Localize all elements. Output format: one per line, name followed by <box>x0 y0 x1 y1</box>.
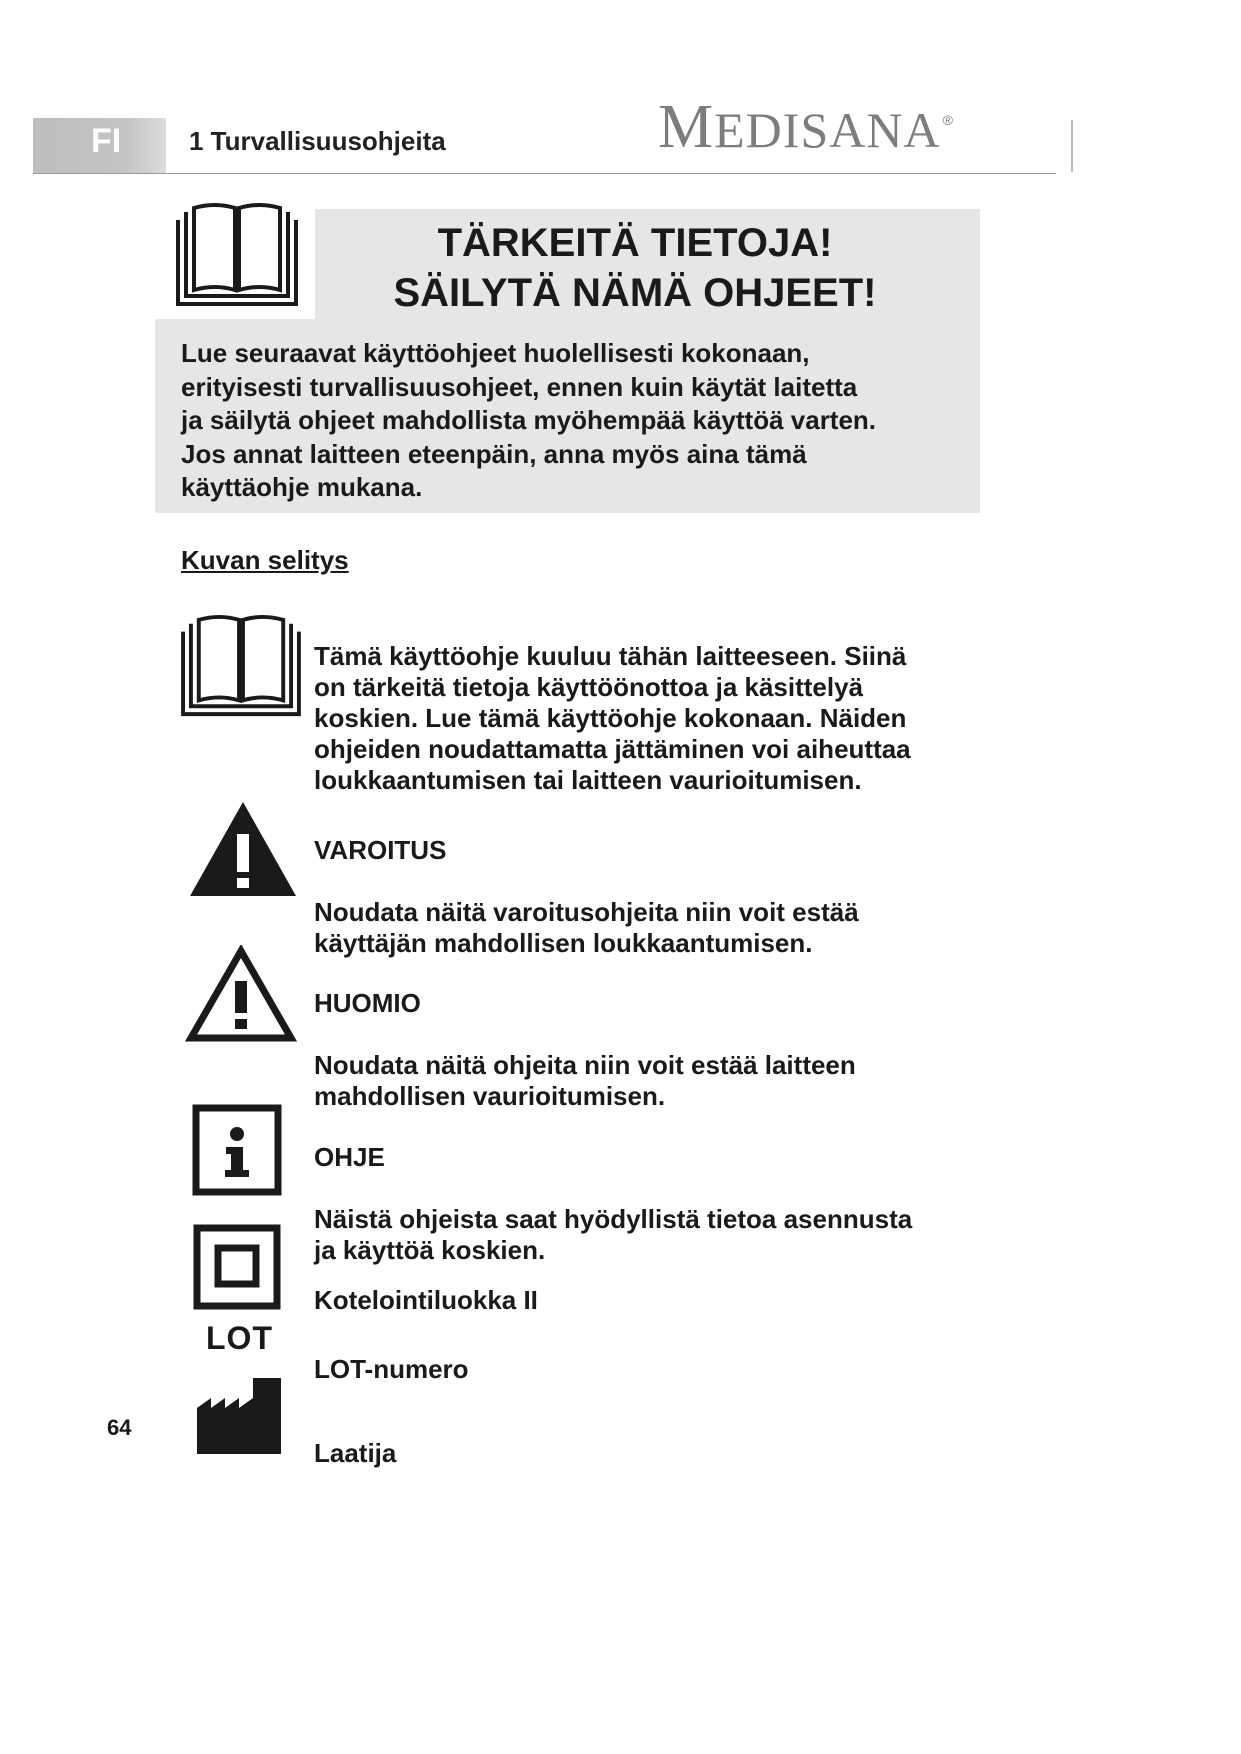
page-number: 64 <box>107 1415 132 1440</box>
brand-logo: MEDISANA ® <box>658 93 954 161</box>
notice-title-line1: TÄRKEITÄ TIETOJA! <box>437 221 833 265</box>
legend-item-text: Tämä käyttöohje kuuluu tähän laitteeseen. Siinä on tärkeitä tietoja käyttöönottoa ja käsittelyä koskien. Lue tämä käyttöohje kokonaan. Näiden ohjeiden noudattamatta jättäminen voi aiheuttaa loukkaantumisen tai laitteen vaurioitumisen. <box>314 641 911 795</box>
manufacturer-icon <box>195 1376 283 1456</box>
legend-item-caution <box>314 957 856 1112</box>
legend-item-warning <box>314 804 859 959</box>
legend-item-info <box>314 1111 912 1266</box>
lot-icon: LOT <box>206 1320 273 1356</box>
language-tab <box>33 118 166 173</box>
notice-title-line2: SÄILYTÄ NÄMÄ OHJEET! <box>393 271 877 315</box>
warning-triangle-filled-icon <box>188 800 298 898</box>
class-ii-icon <box>193 1224 281 1310</box>
legend-item-book <box>314 610 911 796</box>
legend-item-text: Laatija <box>314 1438 397 1468</box>
legend-item-label: VAROITUS <box>314 835 447 865</box>
legend-item-text: Kotelointiluokka II <box>314 1285 538 1315</box>
header-divider <box>33 173 1056 174</box>
notice-body-text: Lue seuraavat käyttöohjeet huolellisesti kokonaan, erityisesti turvallisuusohjeet, ennen kuin käytät laitetta ja säilytä ohjeet mahdollista myöhempää käyttöä varten. Jos annat laitteen eteenpäin, anna myös aina tämä käyttäohje mukana. <box>181 338 877 502</box>
book-icon <box>172 200 302 310</box>
section-title: 1 Turvallisuusohjeita <box>189 126 446 156</box>
language-code: FI <box>91 122 122 160</box>
legend-item-label: OHJE <box>314 1142 385 1172</box>
caution-triangle-outline-icon <box>185 945 297 1043</box>
book-icon <box>176 612 306 720</box>
notice-title <box>315 218 955 318</box>
legend-item-class-ii <box>314 1254 538 1316</box>
legend-heading: Kuvan selitys <box>181 545 349 575</box>
margin-bar <box>1071 120 1073 172</box>
legend-item-text: Näistä ohjeista saat hyödyllistä tietoa asennusta ja käyttöä koskien. <box>314 1204 913 1265</box>
info-icon <box>192 1104 282 1196</box>
legend-item-label: HUOMIO <box>314 988 421 1018</box>
legend-item-text: LOT-numero <box>314 1354 469 1384</box>
legend-item-text: Noudata näitä ohjeita niin voit estää laitteen mahdollisen vaurioitumisen. <box>314 1050 856 1111</box>
legend-item-text: Noudata näitä varoitusohjeita niin voit estää käyttäjän mahdollisen loukkaantumisen. <box>314 897 859 958</box>
legend-item-lot <box>314 1323 469 1385</box>
legend-item-manufacturer <box>314 1407 396 1469</box>
